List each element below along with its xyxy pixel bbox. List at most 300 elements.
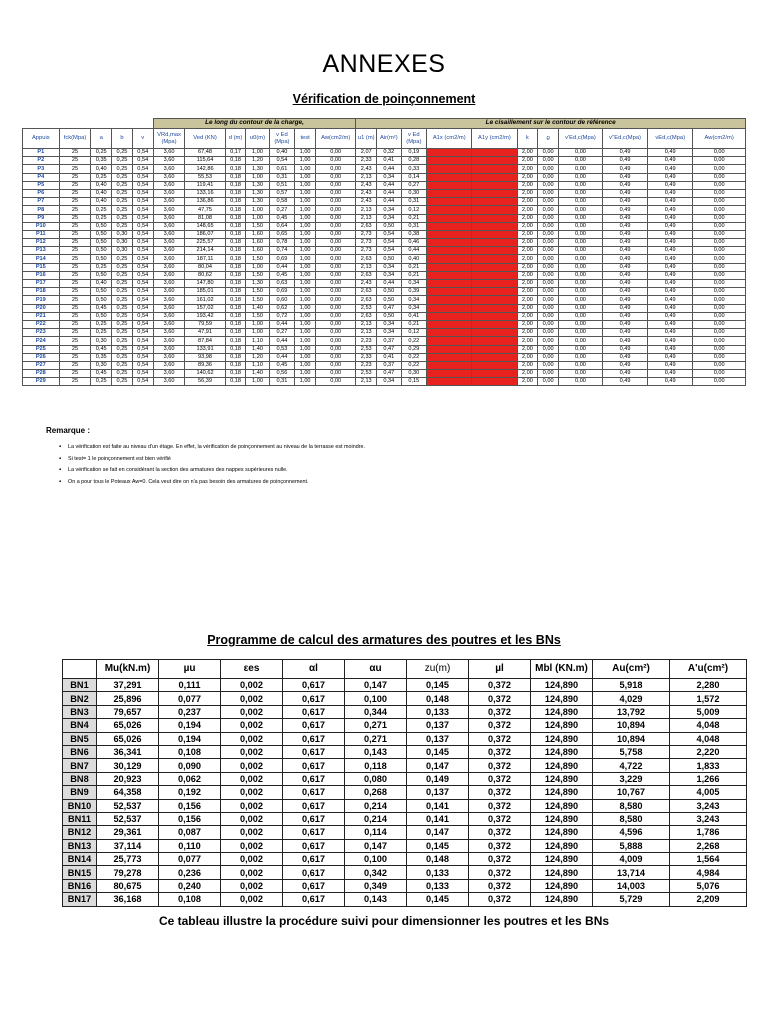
- table-cell: 0,25: [91, 378, 112, 386]
- row-label: BN4: [63, 719, 97, 732]
- table-cell: 1,00: [295, 312, 316, 320]
- column-header: VRd,max (Mpa): [153, 129, 185, 149]
- table-cell: 1,10: [246, 337, 269, 345]
- table-cell: 0,002: [221, 786, 283, 799]
- table-cell: 0,25: [112, 280, 133, 288]
- table-cell: 0,25: [112, 370, 133, 378]
- table-cell: 0,30: [401, 370, 427, 378]
- table-cell: 0,00: [559, 198, 603, 206]
- table-cell: 0,002: [221, 759, 283, 772]
- table-cell: 0,00: [427, 288, 472, 296]
- table-cell: 0,617: [283, 719, 345, 732]
- table-row: [63, 839, 747, 852]
- table-cell: 0,002: [221, 879, 283, 892]
- table-cell: 0,45: [91, 370, 112, 378]
- table-cell: 0,00: [559, 370, 603, 378]
- table-cell: 0,00: [559, 304, 603, 312]
- table-cell: 0,32: [377, 149, 401, 157]
- table-cell: 0,00: [693, 370, 746, 378]
- table-cell: 0,108: [159, 893, 221, 906]
- table-cell: 1,00: [295, 157, 316, 165]
- table-cell: 0,21: [401, 320, 427, 328]
- table-cell: 0,617: [283, 786, 345, 799]
- table-cell: 0,34: [377, 378, 401, 386]
- table-cell: 0,00: [693, 378, 746, 386]
- table-cell: 0,39: [401, 288, 427, 296]
- table-cell: 3,60: [153, 239, 185, 247]
- table-cell: 0,34: [377, 214, 401, 222]
- table-cell: 0,118: [345, 759, 407, 772]
- table-cell: 1,30: [246, 198, 269, 206]
- table-cell: 0,25: [91, 214, 112, 222]
- table-cell: 3,243: [670, 812, 747, 825]
- table-cell: 0,002: [221, 826, 283, 839]
- table-cell: 0,00: [538, 320, 559, 328]
- table-cell: 0,47: [377, 345, 401, 353]
- table-cell: 0,00: [427, 312, 472, 320]
- table-cell: 225,57: [185, 239, 225, 247]
- table-cell: 0,00: [559, 280, 603, 288]
- table-cell: 0,25: [91, 173, 112, 181]
- row-label: P10: [23, 222, 60, 230]
- table-cell: 0,00: [315, 206, 355, 214]
- table-cell: 0,00: [315, 370, 355, 378]
- table-cell: 0,00: [559, 239, 603, 247]
- table-cell: 2,280: [670, 679, 747, 692]
- table-cell: 0,002: [221, 719, 283, 732]
- table-cell: 0,002: [221, 799, 283, 812]
- row-label: P8: [23, 206, 60, 214]
- row-label: P27: [23, 361, 60, 369]
- table-cell: 0,49: [648, 280, 693, 288]
- table-cell: 2,00: [517, 280, 538, 288]
- table-cell: 0,002: [221, 772, 283, 785]
- table-row: [23, 239, 746, 247]
- row-label: P21: [23, 312, 60, 320]
- table-cell: 0,49: [602, 239, 647, 247]
- table-cell: 0,18: [225, 304, 246, 312]
- table-cell: 0,077: [159, 853, 221, 866]
- table-cell: 3,60: [153, 214, 185, 222]
- table-cell: 124,890: [531, 679, 593, 692]
- table-cell: 25: [59, 271, 91, 279]
- table-cell: 0,00: [538, 230, 559, 238]
- table-cell: 1,00: [246, 206, 269, 214]
- table-cell: 8,580: [593, 812, 670, 825]
- table-cell: 0,00: [315, 271, 355, 279]
- table-cell: 0,00: [472, 337, 517, 345]
- table-row: [63, 745, 747, 758]
- table-cell: 1,30: [246, 165, 269, 173]
- table-cell: 0,00: [427, 230, 472, 238]
- table-cell: 0,30: [401, 189, 427, 197]
- table-cell: 2,63: [356, 288, 377, 296]
- table-cell: 0,57: [269, 189, 295, 197]
- table-cell: 0,30: [112, 239, 133, 247]
- table-cell: 2,220: [670, 745, 747, 758]
- table-cell: 0,002: [221, 893, 283, 906]
- table-cell: 0,133: [407, 879, 469, 892]
- table-cell: 124,890: [531, 786, 593, 799]
- table-cell: 2,00: [517, 329, 538, 337]
- table-cell: 0,00: [538, 165, 559, 173]
- table-cell: 3,60: [153, 345, 185, 353]
- table-cell: 25: [59, 280, 91, 288]
- column-header: a: [91, 129, 112, 149]
- table-cell: 0,49: [648, 247, 693, 255]
- table-row: [23, 214, 746, 222]
- table-cell: 0,087: [159, 826, 221, 839]
- table-cell: 37,114: [97, 839, 159, 852]
- table-cell: 0,25: [112, 165, 133, 173]
- table-cell: 0,00: [693, 312, 746, 320]
- table-cell: 0,00: [315, 304, 355, 312]
- table-cell: 0,18: [225, 165, 246, 173]
- table-cell: 0,00: [559, 263, 603, 271]
- table-cell: 0,18: [225, 263, 246, 271]
- column-header: fck(Mpa): [59, 129, 91, 149]
- table-cell: 0,194: [159, 719, 221, 732]
- table-row: [23, 361, 746, 369]
- table-cell: 0,00: [427, 214, 472, 222]
- table-cell: 2,00: [517, 255, 538, 263]
- table-cell: 0,00: [559, 296, 603, 304]
- table-cell: 1,833: [670, 759, 747, 772]
- table-cell: 1,00: [295, 149, 316, 157]
- table-cell: 2,13: [356, 173, 377, 181]
- table-cell: 0,00: [538, 247, 559, 255]
- table-cell: 0,21: [401, 263, 427, 271]
- table-cell: 3,60: [153, 165, 185, 173]
- table-cell: 0,61: [269, 165, 295, 173]
- table-cell: 0,147: [407, 826, 469, 839]
- column-header: u0(m): [246, 129, 269, 149]
- table-cell: 0,00: [559, 222, 603, 230]
- table-cell: 0,192: [159, 786, 221, 799]
- table-cell: 0,00: [315, 280, 355, 288]
- table-cell: 161,02: [185, 296, 225, 304]
- table-cell: 3,60: [153, 230, 185, 238]
- table-cell: 0,00: [693, 271, 746, 279]
- table-row: [23, 378, 746, 386]
- table-row: [23, 345, 746, 353]
- column-header: b: [112, 129, 133, 149]
- row-label: BN17: [63, 893, 97, 906]
- table-cell: 4,029: [593, 692, 670, 705]
- table-cell: 0,49: [648, 165, 693, 173]
- table-row: [63, 705, 747, 718]
- table-cell: 0,45: [91, 345, 112, 353]
- table-cell: 25: [59, 288, 91, 296]
- table-cell: 0,00: [315, 255, 355, 263]
- table-cell: 25: [59, 255, 91, 263]
- table-cell: 80,675: [97, 879, 159, 892]
- table-cell: 0,18: [225, 189, 246, 197]
- table-cell: 0,18: [225, 288, 246, 296]
- table-cell: 5,758: [593, 745, 670, 758]
- row-label: P3: [23, 165, 60, 173]
- beams-table: [62, 659, 747, 907]
- table-cell: 0,49: [602, 189, 647, 197]
- row-label: P24: [23, 337, 60, 345]
- table-cell: 0,34: [377, 173, 401, 181]
- table-cell: 1,30: [246, 280, 269, 288]
- table-cell: 0,00: [538, 263, 559, 271]
- table-cell: 0,00: [538, 149, 559, 157]
- table-cell: 0,18: [225, 239, 246, 247]
- table-cell: 0,372: [469, 772, 531, 785]
- table-cell: 1,00: [246, 320, 269, 328]
- table-cell: 0,00: [427, 247, 472, 255]
- table-cell: 1,00: [295, 361, 316, 369]
- table-cell: 214,14: [185, 247, 225, 255]
- table-cell: 3,60: [153, 280, 185, 288]
- table-cell: 79,657: [97, 705, 159, 718]
- table-row: [23, 320, 746, 328]
- table-cell: 0,00: [538, 239, 559, 247]
- table-cell: 0,00: [559, 320, 603, 328]
- table-cell: 1,20: [246, 353, 269, 361]
- table-cell: 0,34: [377, 263, 401, 271]
- table-row: [63, 853, 747, 866]
- table-cell: 0,372: [469, 826, 531, 839]
- table-cell: 0,50: [377, 222, 401, 230]
- table-cell: 3,243: [670, 799, 747, 812]
- table-cell: 0,50: [91, 239, 112, 247]
- column-header: v'Ed,c(Mpa): [559, 129, 603, 149]
- table-cell: 0,54: [132, 173, 153, 181]
- row-label: P2: [23, 157, 60, 165]
- table-cell: 0,78: [269, 239, 295, 247]
- table-cell: 0,00: [693, 165, 746, 173]
- table-cell: 0,25: [112, 255, 133, 263]
- table-cell: 0,00: [559, 189, 603, 197]
- column-header: [63, 660, 97, 679]
- table-cell: 1,50: [246, 255, 269, 263]
- table-cell: 1,00: [295, 181, 316, 189]
- row-label: P5: [23, 181, 60, 189]
- table-cell: 2,00: [517, 361, 538, 369]
- table-cell: 0,41: [377, 353, 401, 361]
- table-cell: 0,34: [377, 271, 401, 279]
- table-cell: 0,00: [693, 214, 746, 222]
- table-cell: 0,54: [132, 230, 153, 238]
- table-cell: 0,00: [315, 329, 355, 337]
- table-cell: 0,00: [559, 165, 603, 173]
- table-cell: 0,114: [345, 826, 407, 839]
- table-cell: 0,45: [269, 214, 295, 222]
- table-cell: 136,86: [185, 198, 225, 206]
- table-cell: 0,31: [269, 378, 295, 386]
- table-cell: 0,25: [91, 263, 112, 271]
- table-cell: 37,291: [97, 679, 159, 692]
- table-cell: 1,50: [246, 288, 269, 296]
- table-cell: 0,00: [538, 345, 559, 353]
- table-cell: 2,73: [356, 230, 377, 238]
- table-cell: 0,00: [315, 288, 355, 296]
- table-cell: 0,145: [407, 839, 469, 852]
- table-cell: 0,00: [538, 198, 559, 206]
- table-cell: 0,27: [269, 329, 295, 337]
- table-cell: 0,18: [225, 230, 246, 238]
- table-cell: 0,271: [345, 719, 407, 732]
- table-cell: 0,49: [602, 296, 647, 304]
- table-cell: 0,44: [377, 181, 401, 189]
- table-cell: 1,00: [295, 329, 316, 337]
- row-label: BN3: [63, 705, 97, 718]
- table-cell: 0,54: [132, 353, 153, 361]
- table-cell: 47,75: [185, 206, 225, 214]
- table-cell: 0,25: [112, 353, 133, 361]
- table-cell: 0,214: [345, 812, 407, 825]
- table-cell: 3,60: [153, 222, 185, 230]
- table-cell: 2,63: [356, 296, 377, 304]
- table-cell: 0,00: [427, 149, 472, 157]
- table-cell: 2,13: [356, 214, 377, 222]
- table-cell: 0,49: [648, 345, 693, 353]
- table-cell: 0,149: [407, 772, 469, 785]
- table-cell: 0,25: [112, 288, 133, 296]
- table-row: [23, 296, 746, 304]
- table-cell: 0,54: [132, 329, 153, 337]
- table-cell: 0,00: [693, 304, 746, 312]
- table-cell: 0,54: [132, 280, 153, 288]
- table-cell: 0,49: [602, 206, 647, 214]
- table-cell: 0,00: [472, 345, 517, 353]
- table-cell: 0,50: [91, 255, 112, 263]
- table-cell: 0,30: [112, 247, 133, 255]
- table-cell: 1,00: [295, 296, 316, 304]
- table-cell: 0,00: [315, 361, 355, 369]
- table-cell: 0,50: [91, 312, 112, 320]
- table-cell: 0,00: [538, 288, 559, 296]
- table-cell: 0,00: [472, 214, 517, 222]
- table-cell: 4,009: [593, 853, 670, 866]
- table-cell: 0,30: [112, 230, 133, 238]
- table-cell: 0,54: [132, 337, 153, 345]
- table-cell: 0,49: [602, 329, 647, 337]
- table-cell: 0,00: [315, 222, 355, 230]
- table-cell: 1,00: [295, 230, 316, 238]
- table-cell: 1,50: [246, 222, 269, 230]
- beams-table-title: Programme de calcul des armatures des poutres et les BNs: [207, 633, 561, 647]
- column-header: µl: [469, 660, 531, 679]
- row-label: BN10: [63, 799, 97, 812]
- column-header: A1y (cm2/m): [472, 129, 517, 149]
- table-cell: 3,229: [593, 772, 670, 785]
- table-cell: 25: [59, 247, 91, 255]
- table-cell: 4,048: [670, 732, 747, 745]
- table-cell: 0,34: [401, 280, 427, 288]
- table-cell: 2,00: [517, 149, 538, 157]
- table-cell: 0,00: [472, 230, 517, 238]
- table-cell: 124,890: [531, 853, 593, 866]
- table-cell: 0,17: [225, 149, 246, 157]
- table-cell: 0,617: [283, 692, 345, 705]
- table-row: [23, 337, 746, 345]
- punching-table: [22, 118, 746, 386]
- table-cell: 0,50: [377, 312, 401, 320]
- column-header: d (m): [225, 129, 246, 149]
- group-header-load-contour: Le long du contour de la charge,: [153, 119, 356, 129]
- table-row: [23, 255, 746, 263]
- table-cell: 0,49: [602, 149, 647, 157]
- table-cell: 0,49: [648, 304, 693, 312]
- table-cell: 0,002: [221, 745, 283, 758]
- table-cell: 5,888: [593, 839, 670, 852]
- table-row: [23, 165, 746, 173]
- table-cell: 0,63: [269, 280, 295, 288]
- table-cell: 2,00: [517, 239, 538, 247]
- table-cell: 0,54: [132, 157, 153, 165]
- table-cell: 1,00: [295, 337, 316, 345]
- table-cell: 0,54: [132, 239, 153, 247]
- table-cell: 2,00: [517, 378, 538, 386]
- table-cell: 0,156: [159, 812, 221, 825]
- table-cell: 0,372: [469, 893, 531, 906]
- table-cell: 0,147: [345, 839, 407, 852]
- table-cell: 0,18: [225, 206, 246, 214]
- table-cell: 0,54: [132, 149, 153, 157]
- table-cell: 0,18: [225, 181, 246, 189]
- table-cell: 0,21: [401, 271, 427, 279]
- table-cell: 0,00: [427, 378, 472, 386]
- table-cell: 0,25: [112, 173, 133, 181]
- table-cell: 1,00: [295, 165, 316, 173]
- column-header: αl: [283, 660, 345, 679]
- table-cell: 3,60: [153, 296, 185, 304]
- row-label: P16: [23, 271, 60, 279]
- table-cell: 0,00: [315, 263, 355, 271]
- table-cell: 0,54: [132, 247, 153, 255]
- table-cell: 0,00: [693, 263, 746, 271]
- table-cell: 0,00: [693, 157, 746, 165]
- table-cell: 25: [59, 198, 91, 206]
- table-cell: 3,60: [153, 361, 185, 369]
- table-cell: 25,896: [97, 692, 159, 705]
- table-cell: 0,617: [283, 745, 345, 758]
- table-cell: 0,372: [469, 692, 531, 705]
- table-cell: 3,60: [153, 320, 185, 328]
- table-cell: 2,13: [356, 320, 377, 328]
- table-cell: 0,34: [377, 206, 401, 214]
- table-cell: 0,54: [132, 320, 153, 328]
- table-cell: 0,00: [427, 370, 472, 378]
- table-cell: 2,00: [517, 337, 538, 345]
- table-cell: 0,271: [345, 732, 407, 745]
- table-cell: 0,00: [538, 370, 559, 378]
- table-cell: 0,49: [648, 255, 693, 263]
- table-cell: 0,18: [225, 198, 246, 206]
- table-cell: 0,27: [269, 206, 295, 214]
- table-cell: 0,25: [91, 320, 112, 328]
- table-cell: 0,00: [693, 361, 746, 369]
- table-cell: 10,894: [593, 732, 670, 745]
- table-cell: 0,54: [269, 157, 295, 165]
- table-cell: 0,00: [427, 361, 472, 369]
- row-label: P17: [23, 280, 60, 288]
- table-cell: 187,11: [185, 255, 225, 263]
- table-cell: 2,00: [517, 173, 538, 181]
- table-row: [23, 198, 746, 206]
- table-cell: 30,129: [97, 759, 159, 772]
- table-cell: 124,890: [531, 759, 593, 772]
- table-cell: 1,00: [295, 173, 316, 181]
- table-row: [23, 370, 746, 378]
- table-cell: 0,00: [693, 222, 746, 230]
- table-cell: 0,00: [559, 288, 603, 296]
- table-cell: 10,894: [593, 719, 670, 732]
